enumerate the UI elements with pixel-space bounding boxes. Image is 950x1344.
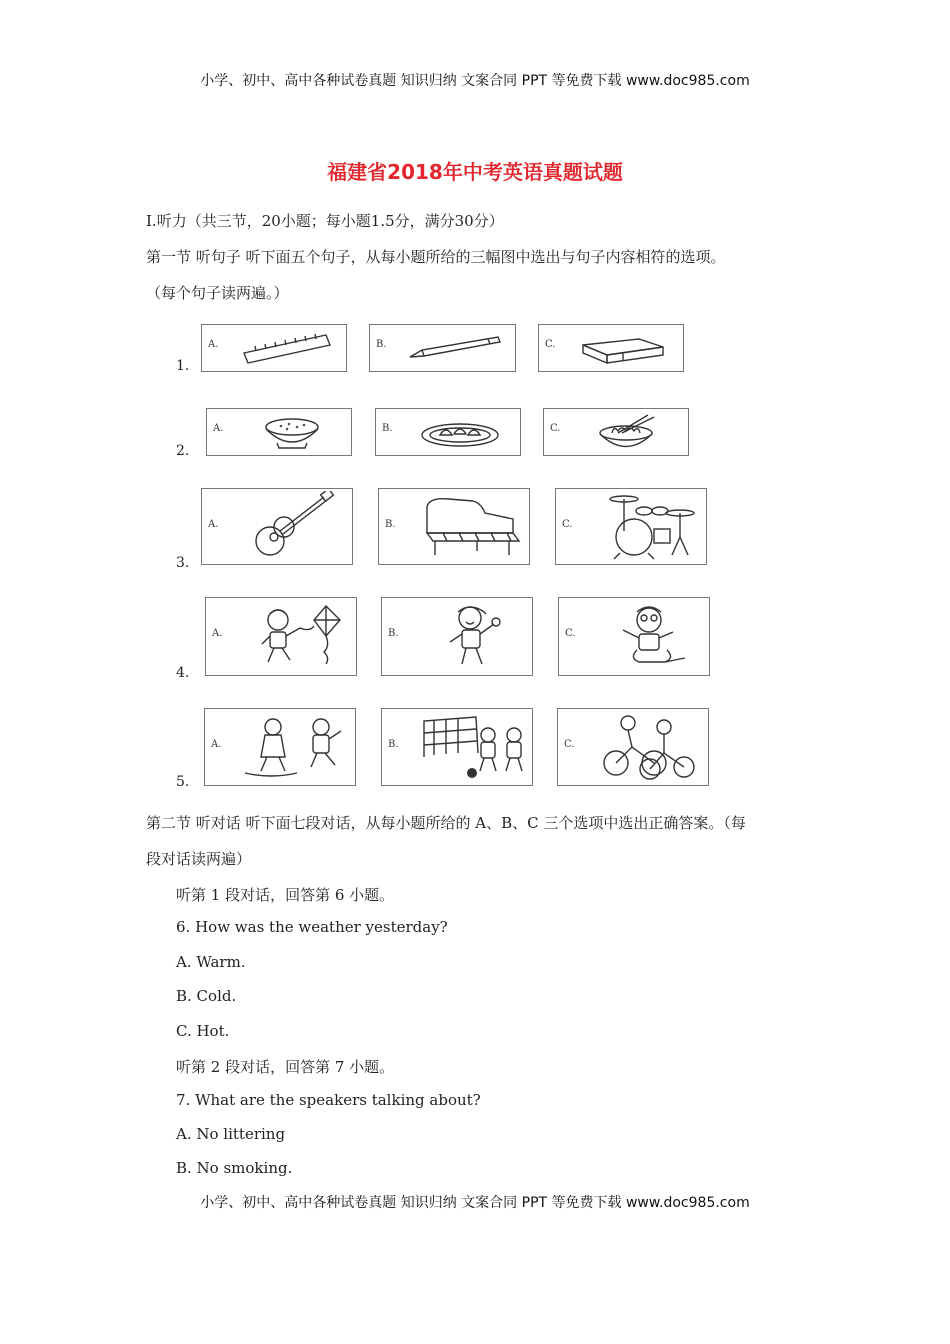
page-title: 福建省2018年中考英语真题试题 <box>327 160 623 184</box>
option-label: A. <box>212 628 223 639</box>
option-box <box>381 597 533 676</box>
question-number: 4. <box>176 665 190 681</box>
option-box <box>538 324 684 372</box>
piano-icon <box>419 493 523 561</box>
boy-sitting-icon <box>609 602 705 670</box>
option-label: B. <box>376 339 387 350</box>
option-label: C. <box>550 423 561 434</box>
question-number: 1. <box>176 358 190 374</box>
option-box <box>205 597 357 676</box>
q7-option-b: B. No smoking. <box>176 1159 293 1177</box>
question-number: 5. <box>176 774 190 790</box>
option-box <box>201 324 347 372</box>
question-number: 2. <box>176 443 190 459</box>
q6-option-a: A. Warm. <box>176 953 246 971</box>
q6-option-b: B. Cold. <box>176 987 237 1005</box>
option-label: C. <box>565 628 576 639</box>
q7-option-a: A. No littering <box>176 1125 286 1143</box>
dumplings-plate-icon <box>418 417 502 449</box>
boy-kite-icon <box>256 602 352 670</box>
kids-cycling-icon <box>598 711 702 781</box>
option-label: B. <box>388 739 399 750</box>
option-label: B. <box>382 423 393 434</box>
option-label: C. <box>545 339 556 350</box>
boy-waving-icon <box>438 602 518 670</box>
question-7: 7. What are the speakers talking about? <box>176 1091 481 1109</box>
section1-heading: Ⅰ.听力（共三节，20小题；每小题1.5分，满分30分） <box>146 212 504 230</box>
rice-bowl-icon <box>257 415 327 451</box>
option-box <box>378 488 530 565</box>
option-box <box>558 597 710 676</box>
q6-option-c: C. Hot. <box>176 1022 230 1040</box>
part1-instruction: 第一节 听句子 听下面五个句子，从每小题所给的三幅图中选出与句子内容相符的选项。 <box>146 248 726 266</box>
option-box <box>555 488 707 565</box>
option-box <box>381 708 533 786</box>
drums-icon <box>596 491 700 561</box>
option-box <box>204 708 356 786</box>
part1-note: （每个句子读两遍。） <box>146 284 289 302</box>
page-header: 小学、初中、高中各种试卷真题 知识归纳 文案合同 PPT 等免费下载 www.doc985.com <box>200 73 750 89</box>
kids-skating-icon <box>241 713 353 781</box>
question-6: 6. How was the weather yesterday? <box>176 918 448 936</box>
dialogue2-intro: 听第 2 段对话，回答第 7 小题。 <box>176 1058 395 1076</box>
dialogue1-intro: 听第 1 段对话，回答第 6 小题。 <box>176 886 395 904</box>
option-label: A. <box>211 739 222 750</box>
option-label: C. <box>564 739 575 750</box>
option-label: A. <box>208 339 219 350</box>
kids-soccer-icon <box>418 713 530 781</box>
option-box <box>543 408 689 456</box>
option-box <box>369 324 516 372</box>
eraser-icon <box>579 331 669 365</box>
option-box <box>557 708 709 786</box>
pencil-icon <box>408 333 504 363</box>
option-box <box>206 408 352 456</box>
part2-instruction: 第二节 听对话 听下面七段对话，从每小题所给的 A、B、C 三个选项中选出正确答案。（每 <box>146 814 746 832</box>
option-label: A. <box>213 423 224 434</box>
option-box <box>375 408 521 456</box>
question-number: 3. <box>176 555 190 571</box>
option-label: C. <box>562 519 573 530</box>
ruler-icon <box>242 331 332 365</box>
option-box <box>201 488 353 565</box>
guitar-icon <box>248 491 338 561</box>
part2-note: 段对话读两遍） <box>146 850 252 868</box>
noodles-bowl-icon <box>588 411 668 453</box>
page-footer: 小学、初中、高中各种试卷真题 知识归纳 文案合同 PPT 等免费下载 www.doc985.com <box>200 1195 750 1211</box>
option-label: A. <box>208 519 219 530</box>
option-label: B. <box>385 519 396 530</box>
option-label: B. <box>388 628 399 639</box>
